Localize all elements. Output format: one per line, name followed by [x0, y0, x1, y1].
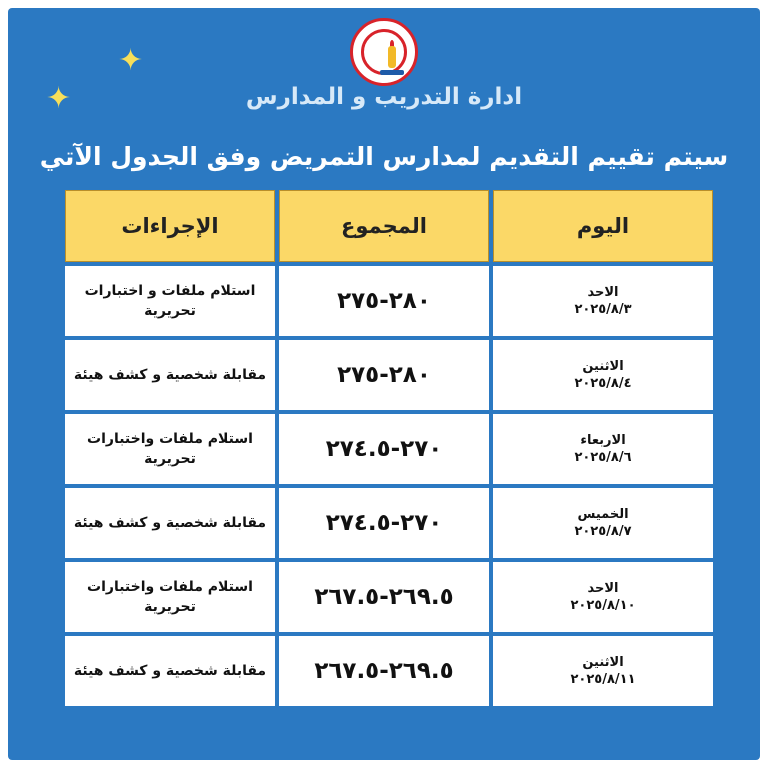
- action-text: استلام ملفات و اختبارات تحريرية: [65, 266, 275, 336]
- day-date: ٢٠٢٥/٨/١٠: [570, 598, 636, 613]
- sparkle-star-icon: ✦: [118, 43, 144, 78]
- table-row: [65, 636, 713, 706]
- table-row: [65, 340, 713, 410]
- day-name: الاحد: [587, 581, 619, 596]
- action-text: استلام ملفات واختبارات تحريرية: [65, 414, 275, 484]
- day-date: ٢٠٢٥/٨/١١: [570, 672, 636, 687]
- day-cell: [493, 414, 713, 484]
- score-range: ٢٧٠-٢٧٤.٥: [279, 414, 489, 484]
- table-row: [65, 414, 713, 484]
- day-name: الاحد: [587, 285, 619, 300]
- day-date: ٢٠٢٥/٨/٣: [574, 302, 632, 317]
- action-text: استلام ملفات واختبارات تحريرية: [65, 562, 275, 632]
- page-headline: سيتم تقييم التقديم لمدارس التمريض وفق الجدول الآتي: [39, 142, 729, 171]
- logo-ring: [361, 29, 407, 75]
- nursing-lamp-logo-icon: [350, 18, 418, 86]
- day-cell: [493, 340, 713, 410]
- announcement-panel: [8, 8, 760, 760]
- day-cell: [493, 266, 713, 336]
- column-header-score: المجموع: [279, 190, 489, 262]
- score-range: ٢٨٠-٢٧٥: [279, 340, 489, 410]
- action-text: مقابلة شخصية و كشف هيئة: [65, 636, 275, 706]
- action-text: مقابلة شخصية و كشف هيئة: [65, 488, 275, 558]
- lamp-base-icon: [380, 70, 404, 75]
- score-range: ٢٦٩.٥-٢٦٧.٥: [279, 636, 489, 706]
- department-title: ادارة التدريب و المدارس: [245, 84, 523, 110]
- day-date: ٢٠٢٥/٨/٦: [574, 450, 632, 465]
- score-range: ٢٦٩.٥-٢٦٧.٥: [279, 562, 489, 632]
- day-date: ٢٠٢٥/٨/٤: [574, 376, 632, 391]
- day-date: ٢٠٢٥/٨/٧: [574, 524, 632, 539]
- day-cell: [493, 636, 713, 706]
- day-name: الاربعاء: [580, 433, 626, 448]
- day-cell: [493, 562, 713, 632]
- table-row: [65, 488, 713, 558]
- day-name: الخميس: [577, 507, 629, 522]
- table-row: [65, 266, 713, 336]
- score-range: ٢٧٠-٢٧٤.٥: [279, 488, 489, 558]
- day-name: الاثنين: [582, 359, 624, 374]
- day-cell: [493, 488, 713, 558]
- score-range: ٢٨٠-٢٧٥: [279, 266, 489, 336]
- lamp-body-icon: [388, 46, 396, 68]
- day-name: الاثنين: [582, 655, 624, 670]
- table-header-row: [65, 190, 713, 262]
- sparkle-star-icon: ✦: [46, 81, 72, 116]
- column-header-day: اليوم: [493, 190, 713, 262]
- table-row: [65, 562, 713, 632]
- column-header-actions: الإجراءات: [65, 190, 275, 262]
- schedule-table: [61, 186, 717, 710]
- action-text: مقابلة شخصية و كشف هيئة: [65, 340, 275, 410]
